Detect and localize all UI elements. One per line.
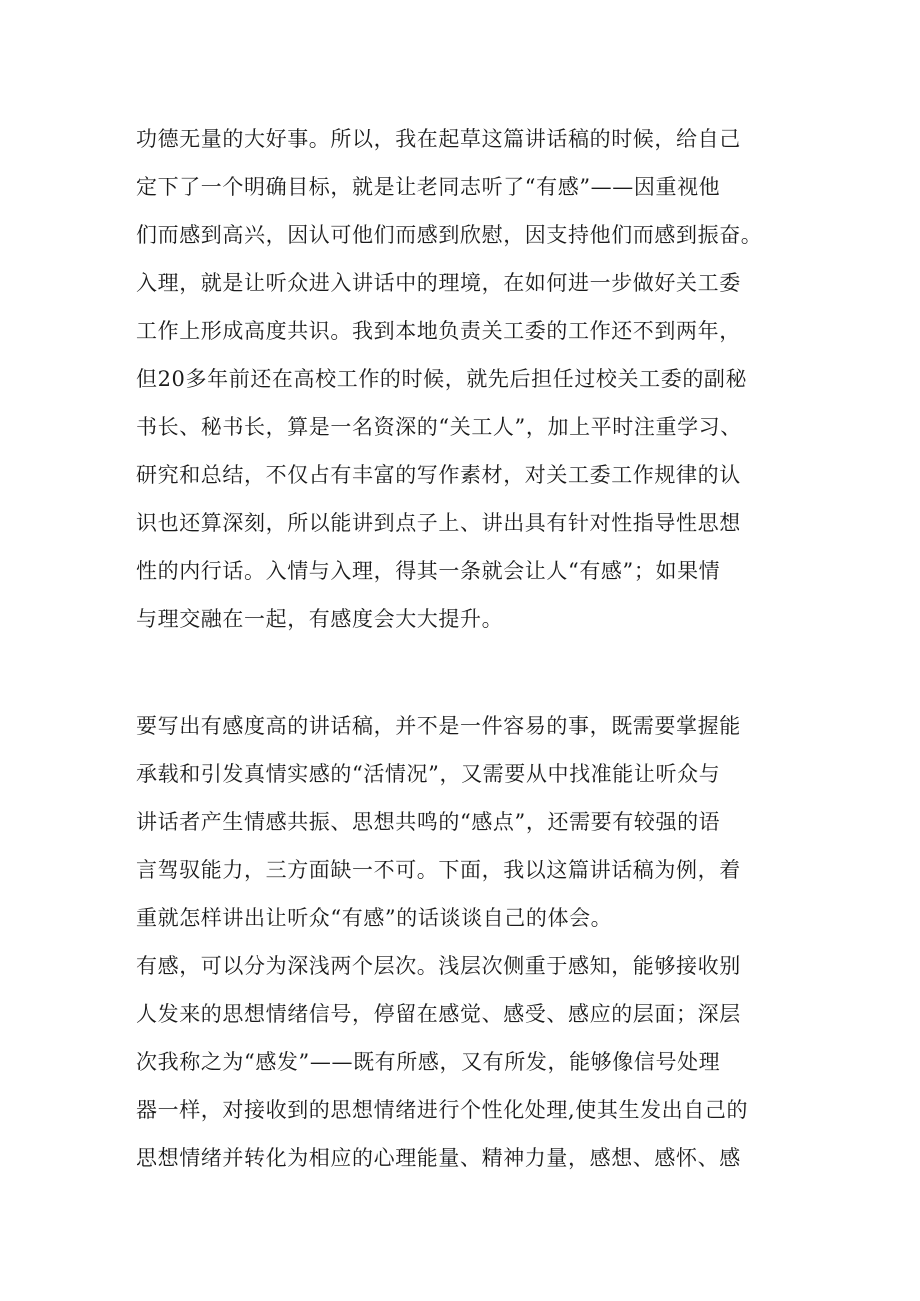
text-line: 识也还算深刻，所以能讲到点子上、讲出具有针对性指导性思想 [136,511,741,535]
text-line: 思想情绪并转化为相应的心理能量、精神力量，感想、感怀、感 [136,1146,741,1170]
text-line: 定下了一个明确目标，就是让老同志听了“有感”——因重视他 [136,175,721,199]
text-line: 书长、秘书长，算是一名资深的“关工人”，加上平时注重学习、 [136,415,742,439]
text-line: 人发来的思想情绪信号，停留在感觉、感受、感应的层面；深层 [136,1002,741,1026]
text-line: 但20多年前还在高校工作的时候，就先后担任过校关工委的副秘 [136,367,748,391]
text-line: 有感，可以分为深浅两个层次。浅层次侧重于感知，能够接收别 [136,954,741,978]
text-line: 次我称之为“感发”——既有所感，又有所发，能够像信号处理 [136,1050,721,1074]
text-line: 讲话者产生情感共振、思想共鸣的“感点”，还需要有较强的语 [136,810,721,834]
text-line: 性的内行话。入情与入理，得其一条就会让人“有感”；如果情 [136,559,721,583]
text-line: 功德无量的大好事。所以，我在起草这篇讲话稿的时候，给自己 [136,127,741,151]
text-line: 器一样，对接收到的思想情绪进行个性化处理,使其生发出自己的 [136,1098,749,1122]
text-line: 们而感到高兴，因认可他们而感到欣慰，因支持他们而感到振奋。 [136,223,763,247]
text-line: 研究和总结，不仅占有丰富的写作素材，对关工委工作规律的认 [136,463,741,487]
text-line: 重就怎样讲出让听众“有感”的话谈谈自己的体会。 [136,906,613,930]
text-line: 要写出有感度高的讲话稿，并不是一件容易的事，既需要掌握能 [136,714,741,738]
text-line: 入理，就是让听众进入讲话中的理境，在如何进一步做好关工委 [136,271,741,295]
text-line: 承载和引发真情实感的“活情况”，又需要从中找准能让听众与 [136,762,721,786]
text-line: 工作上形成高度共识。我到本地负责关工委的工作还不到两年， [136,319,741,343]
text-line: 与理交融在一起，有感度会大大提升。 [136,607,504,631]
text-line: 言驾驭能力，三方面缺一不可。下面，我以这篇讲话稿为例，着 [136,858,741,882]
